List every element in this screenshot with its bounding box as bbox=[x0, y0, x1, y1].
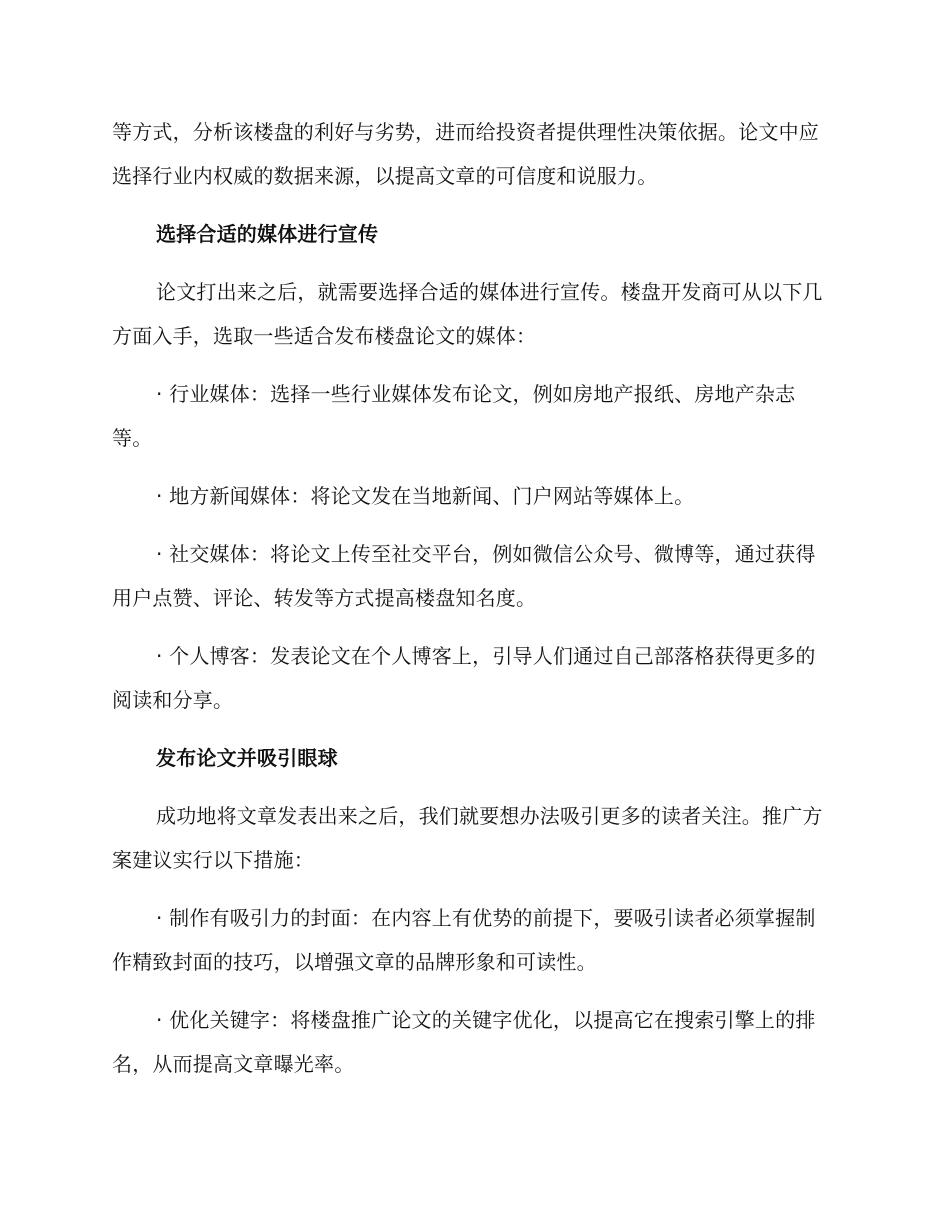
paragraph-media-intro: 论文打出来之后，就需要选择合适的媒体进行宣传。楼盘开发商可从以下几方面入手，选取一些适合发布楼盘论文的媒体： bbox=[112, 280, 823, 348]
bullet-industry-media: · 行业媒体：选择一些行业媒体发布论文，例如房地产报纸、房地产杂志等。 bbox=[112, 382, 796, 450]
bullet-cover-design: · 制作有吸引力的封面：在内容上有优势的前提下，要吸引读者必须掌握制作精致封面的技巧，以增强文章的品牌形象和可读性。 bbox=[112, 906, 816, 974]
section-heading-publish: 发布论文并吸引眼球 bbox=[156, 746, 338, 770]
bullet-social-media: · 社交媒体：将论文上传至社交平台，例如微信公众号、微博等，通过获得用户点赞、评论、转发等方式提高楼盘知名度。 bbox=[112, 542, 816, 610]
section-heading-media: 选择合适的媒体进行宣传 bbox=[156, 222, 379, 246]
bullet-local-news-media: · 地方新闻媒体：将论文发在当地新闻、门户网站等媒体上。 bbox=[156, 484, 695, 508]
paragraph-continuation: 等方式，分析该楼盘的利好与劣势，进而给投资者提供理性决策依据。论文中应选择行业内权威的数据来源，以提高文章的可信度和说服力。 bbox=[112, 120, 819, 188]
bullet-personal-blog: · 个人博客：发表论文在个人博客上，引导人们通过自己部落格获得更多的阅读和分享。 bbox=[112, 644, 816, 712]
bullet-keyword-optimization: · 优化关键字：将楼盘推广论文的关键字优化，以提高它在搜索引擎上的排名，从而提高文章曝光率。 bbox=[112, 1008, 816, 1076]
document-body bbox=[112, 110, 832, 1100]
paragraph-publish-intro: 成功地将文章发表出来之后，我们就要想办法吸引更多的读者关注。推广方案建议实行以下措施： bbox=[112, 804, 823, 872]
